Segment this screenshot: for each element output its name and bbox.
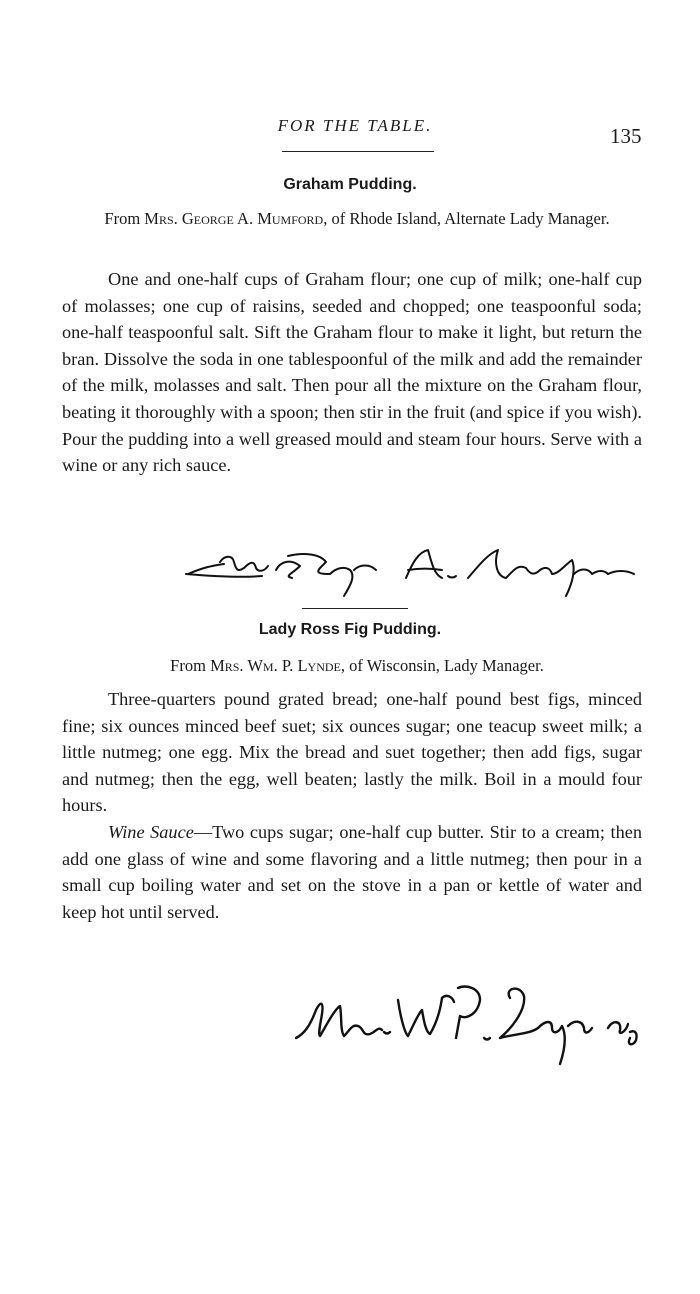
recipe-paragraph: Three-quarters pound grated bread; one-half pound best figs, minced fine; six ounces minced beef suet; six ounces sugar; one teacup sweet milk; a little nutmeg; one egg. Mix the bread and suet together; then add figs, sugar and nutmeg; then the egg, well beaten; lastly the milk. Boil in a mould four hours.: [62, 689, 642, 816]
contributor-details: of Rhode Island, Alternate Lady Manager.: [327, 209, 610, 228]
sauce-paragraph: [62, 819, 642, 925]
signature-lynde: [290, 980, 650, 1070]
recipe-attribution-graham-pudding: [62, 208, 652, 230]
section-divider: [302, 608, 408, 609]
contributor-name: Mrs. Wm. P. Lynde,: [210, 656, 345, 675]
recipe-title-fig-pudding: Lady Ross Fig Pudding.: [258, 621, 442, 638]
header-rule: [282, 151, 434, 152]
recipe-body-graham-pudding: [62, 266, 642, 479]
recipe-attribution-fig-pudding: [62, 655, 652, 677]
sauce-label: Wine Sauce: [108, 821, 194, 842]
recipe-body-fig-pudding: [62, 686, 642, 925]
signature-mumford: [180, 540, 640, 602]
contributor-details: of Wisconsin, Lady Manager.: [345, 656, 544, 675]
from-label: From: [170, 656, 206, 675]
page-number: 135: [610, 124, 642, 148]
running-head: FOR THE TABLE.: [277, 116, 433, 135]
contributor-name: Mrs. George A. Mumford,: [144, 209, 328, 228]
sauce-instructions: —Two cups sugar; one-half cup butter. Stir to a cream; then add one glass of wine and some flavoring and a little nutmeg; then pour in a small cup boiling water and set on the stove in a pan or kettle of water and keep hot until served.: [62, 821, 642, 922]
recipe-title-graham-pudding: Graham Pudding.: [283, 176, 417, 193]
from-label: From: [104, 209, 141, 228]
recipe-paragraph: One and one-half cups of Graham flour; one cup of milk; one-half cup of molasses; one cup of raisins, seeded and chopped; one teaspoonful soda; one-half teaspoonful salt. Sift the Graham flour to make it light, but return the bran. Dissolve the soda in one tablespoonful of the milk and add the remainder of the milk, molasses and salt. Then pour all the mixture on the Graham flour, beating it thoroughly with a spoon; then stir in the fruit (and spice if you wish). Pour the pudding into a well greased mould and steam four hours. Serve with a wine or any rich sauce.: [62, 269, 642, 476]
